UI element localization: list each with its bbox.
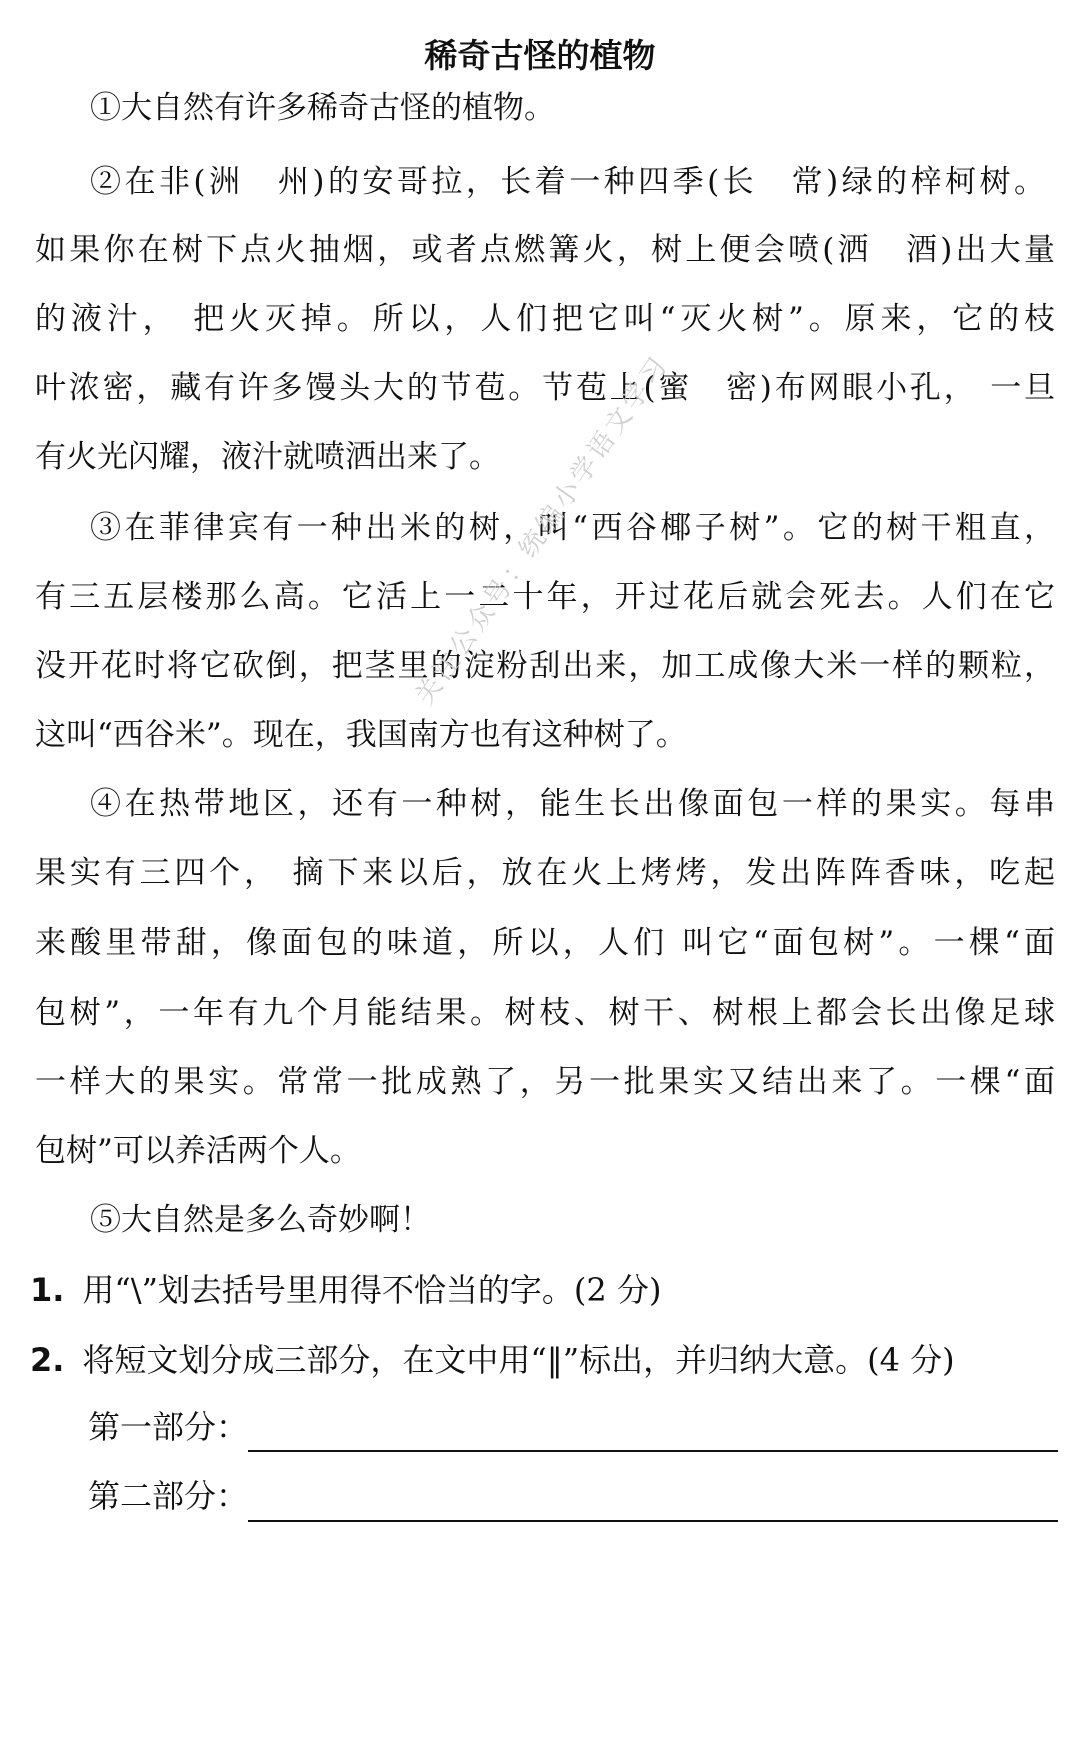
question-2-number: 2. (30, 1341, 65, 1379)
answer-label-part-1: 第一部分： (88, 1408, 249, 1446)
paragraph-2-line-5: 有火光闪耀，液汁就喷洒出来了。 (35, 439, 500, 475)
question-2-text: 将短文划分成三部分，在文中用“‖”标出，并归纳大意。(4 分) (82, 1341, 955, 1379)
paragraph-3-line-2: 有三五层楼那么高。它活上一二十年，开过花后就会死去。人们在它 (35, 579, 1055, 615)
answer-label-part-2: 第二部分： (88, 1477, 249, 1515)
page-title: 稀奇古怪的植物 (424, 36, 656, 75)
paragraph-2-line-3: 的液汁， 把火灭掉。所以，人们把它叫“灭火树”。原来，它的枝 (35, 301, 1055, 337)
paragraph-1-line-1: ①大自然有许多稀奇古怪的植物。 (90, 90, 555, 126)
paragraph-4-line-2: 果实有三四个， 摘下来以后，放在火上烤烤，发出阵阵香味，吃起 (35, 855, 1055, 891)
paragraph-4-line-1: ④在热带地区，还有一种树，能生长出像面包一样的果实。每串 (90, 786, 1055, 822)
paragraph-3-line-3: 没开花时将它砍倒，把茎里的淀粉刮出来，加工成像大米一样的颗粒， (35, 648, 1055, 684)
question-1-text: 用“\”划去括号里用得不恰当的字。(2 分) (82, 1271, 662, 1309)
paragraph-4-line-5: 一样大的果实。常常一批成熟了，另一批果实又结出来了。一棵“面 (35, 1064, 1055, 1100)
question-2 (30, 1340, 955, 1380)
paragraph-4-line-4: 包树”，一年有九个月能结果。树枝、树干、树根上都会长出像足球 (35, 995, 1055, 1031)
paragraph-3-line-1: ③在菲律宾有一种出米的树，叫“西谷椰子树”。它的树干粗直， (90, 510, 1055, 546)
answer-line-part-2[interactable] (248, 1520, 1058, 1522)
paragraph-5-line-1: ⑤大自然是多么奇妙啊！ (90, 1202, 431, 1238)
paragraph-2-line-1: ②在非(洲 州)的安哥拉，长着一种四季(长 常)绿的梓柯树。 (90, 164, 1045, 200)
question-1 (30, 1270, 661, 1310)
paragraph-2-line-4: 叶浓密，藏有许多馒头大的节苞。节苞上(蜜 密)布网眼小孔， 一旦 (35, 370, 1055, 406)
paragraph-3-line-4: 这叫“西谷米”。现在，我国南方也有这种树了。 (35, 717, 687, 753)
answer-line-part-1[interactable] (248, 1450, 1058, 1452)
paragraph-4-line-3: 来酸里带甜，像面包的味道，所以，人们 叫它“面包树”。一棵“面 (35, 925, 1055, 961)
question-1-number: 1. (30, 1271, 65, 1309)
paragraph-2-line-2: 如果你在树下点火抽烟，或者点燃篝火，树上便会喷(洒 酒)出大量 (35, 232, 1055, 268)
paragraph-4-line-6: 包树”可以养活两个人。 (35, 1133, 361, 1169)
watermark-text: 关注公众号：统编小学语文学习 (409, 349, 676, 711)
